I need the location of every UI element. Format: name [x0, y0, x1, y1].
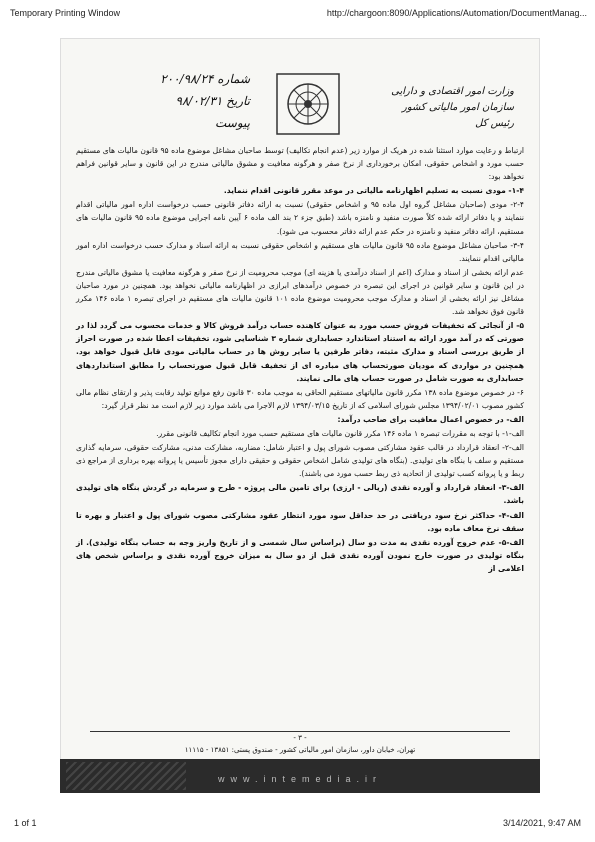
role-title: رئیس کل	[475, 118, 514, 129]
reference-box	[80, 68, 250, 134]
page-count: 1 of 1	[14, 818, 37, 828]
paragraph: ۵- از آنجائی که تخفیفات فروش حسب مورد به عنوان کاهنده حساب درآمد فروش کالا و خدمات محسوب می گردد لذا در صورتی که در آمد مورد ارائه به استناد استاندارد حسابداری شماره ۳ شناسایی شود، تخفیفات اعطا شده در صورت احراز از طریق بررسی اسناد و مدارک مثبته، دفاتر طرفین یا سایر روش ها در حساب مالیاتی مودی قابل قبول خواهد بود. همچنین در مواردی که مودیان صورتحساب های مبادره ای از تخفیف قابل قبول صورتحساب را مطابق استانداردهای حسابداری به صورت شامل در صورت حساب های مالی نمایند.	[76, 321, 524, 383]
paragraph: الف-۱- با توجه به مقررات تبصره ۱ ماده ۱۴۶ مکرر قانون مالیات های مستقیم حسب مورد انجام تکالیف قانونی مقرر.	[156, 428, 524, 438]
number-value: ۲۰۰/۹۸/۲۴	[160, 72, 214, 86]
paragraph: ۶- در خصوص موضوع ماده ۱۳۸ مکرر قانون مالیاتهای مستقیم الحاقی به موجب ماده ۳۰ قانون رفع موانع تولید رقابت پذیر و ارتقای نظام مالی کشور مصوب ۱۳۹۴/۰۲/۰۱ مجلس شورای اسلامی که از تاریخ ۱۳۹۴/۰۳/۱۵ لازم الاجرا می باشد موارد زیر لازم است مد نظر قرار گیرد:	[76, 387, 525, 410]
number-label: شماره	[217, 72, 250, 86]
print-datetime: 3/14/2021, 9:47 AM	[502, 818, 581, 828]
number-row	[80, 68, 250, 90]
emblem-icon	[275, 72, 341, 136]
paragraph: الف-۵- عدم خروج آورده نقدی به مدت دو سال (براساس سال شمسی و از تاریخ واریز وجه به حساب بنگاه تولیدی). از بنگاه تولیدی در صورت خارج نمودن آورده نقدی قبل از دو سال به میزان خروج آورده نقدی و براساس شخص های اعلامی از	[76, 537, 524, 573]
page-url: http://chargoon:8090/Applications/Automation/DocumentManag...	[326, 8, 587, 18]
paragraph: ۳-۴- صاحبان مشاغل موضوع ماده ۹۵ قانون مالیات های مستقیم و اشخاص حقوقی نسبت به ارائه اسناد و مدارک حسب درخواست اداره امور مالیاتی اقدام ننمایند.	[76, 240, 524, 263]
scanned-document	[60, 38, 540, 793]
document-body	[76, 144, 524, 576]
banner-url: www.intemedia.ir	[217, 774, 383, 784]
paragraph: الف-۴- حداکثر نرخ سود دریافتی در حد حداقل سود مورد انتظار عقود مشارکتی مصوب شورای پول و اعتبار و بهره تا سقف نرخ معاف ماده بود.	[76, 510, 524, 533]
postal-address: تهران، خیابان داور، سازمان امور مالیاتی کشور - صندوق پستی: ۱۳۸۵۱ - ۱۱۱۱۵	[184, 746, 416, 754]
scanner-banner	[60, 759, 540, 793]
page-number: - ۳ -	[293, 734, 307, 742]
organization-name: سازمان امور مالیاتی کشور	[402, 102, 514, 113]
date-row	[80, 90, 250, 112]
date-label: تاریخ	[226, 94, 250, 108]
ministry-name: وزارت امور اقتصادی و دارایی	[391, 86, 514, 97]
attachment-label: پیوست	[215, 116, 250, 130]
paragraph: عدم ارائه بخشی از اسناد و مدارک (اعم از اسناد درآمدی یا هزینه ای) موجب محرومیت از نرخ صفر و هرگونه معافیت یا مشوق مالیاتی مندرج در این قانون و سایر قوانین در اجرای این تبصره در خصوص درآمدهای ابرازی در اظهارنامه مالیاتی نخواهد بود. همچنین در مورد صاحبان مشاغل نیز ارائه بخشی از اسناد و مدارک موجب محرومیت موضوع ماده ۱۰۱ قانون مالیات های مستقیم در اجرای تبصره ۱ ماده ۱۴۶ مکرر قانون فوق نخواهد شد.	[76, 267, 524, 317]
letterhead	[391, 84, 514, 132]
attachment-row	[80, 112, 250, 134]
section-heading: الف- در خصوص اعمال معافیت برای صاحب درآمد:	[337, 414, 524, 424]
date-value: ۹۸/۰۲/۳۱	[175, 94, 223, 108]
window-title: Temporary Printing Window	[10, 8, 121, 18]
paragraph: الف-۳- انعقاد قرارداد و آورده نقدی (ریالی - ارزی) برای تامین مالی پروژه - طرح و سرمایه در گردش بنگاه های تولیدی باشد.	[76, 483, 524, 506]
paragraph: الف-۲- انعقاد قرارداد در قالب عقود مشارکتی مصوب شورای پول و اعتبار شامل: مضاربه، مشارکت مدنی، مشارکت حقوقی، سرمایه گذاری مستقیم و سلف با بنگاه های تولیدی. (بنگاه های تولیدی شامل اشخاص حقوقی و حقیقی دارای مجوز تأسیس یا پروانه بهره برداری از مراجع ذی ربط و یا پروانه کسب تولیدی از اتحادیه ذی ربط حسب مورد می باشند).	[76, 443, 524, 479]
paragraph: ارتباط و رعایت موارد استثنا شده در هریک از موارد زیر (عدم انجام تکالیف) توسط صاحبان مشاغل موضوع ماده ۹۵ قانون مالیات های مستقیم حسب مورد و اشخاص حقوقی، امکان برخورداری از نرخ صفر و هرگونه معافیت و مشوق مالیاتی مندرج در این قانون و سایر قوانین فراهم نخواهد بود:	[76, 146, 524, 182]
paragraph: ۲-۴- مودی (صاحبان مشاغل گروه اول ماده ۹۵ و اشخاص حقوقی) نسبت به ارائه دفاتر قانونی حسب درخواست اداره امور مالیاتی اقدام ننمایند و یا دفاتر ارائه شده کلاً صورت منفید و نامنزه باشد (طبق جزء ۲ بند الف ماده ۶ آیین نامه اجرایی موضوع ماده ۹۵ قانون مالیات های مستقیم، ارائه دفاتر منفید و نامنزه در حکم عدم ارائه دفاتر محسوب می شود).	[76, 200, 525, 236]
footer-divider	[90, 731, 510, 732]
paragraph: ۱-۴- مودی نسبت به تسلیم اظهارنامه مالیاتی در موعد مقرر قانونی اقدام ننماید.	[223, 186, 524, 196]
